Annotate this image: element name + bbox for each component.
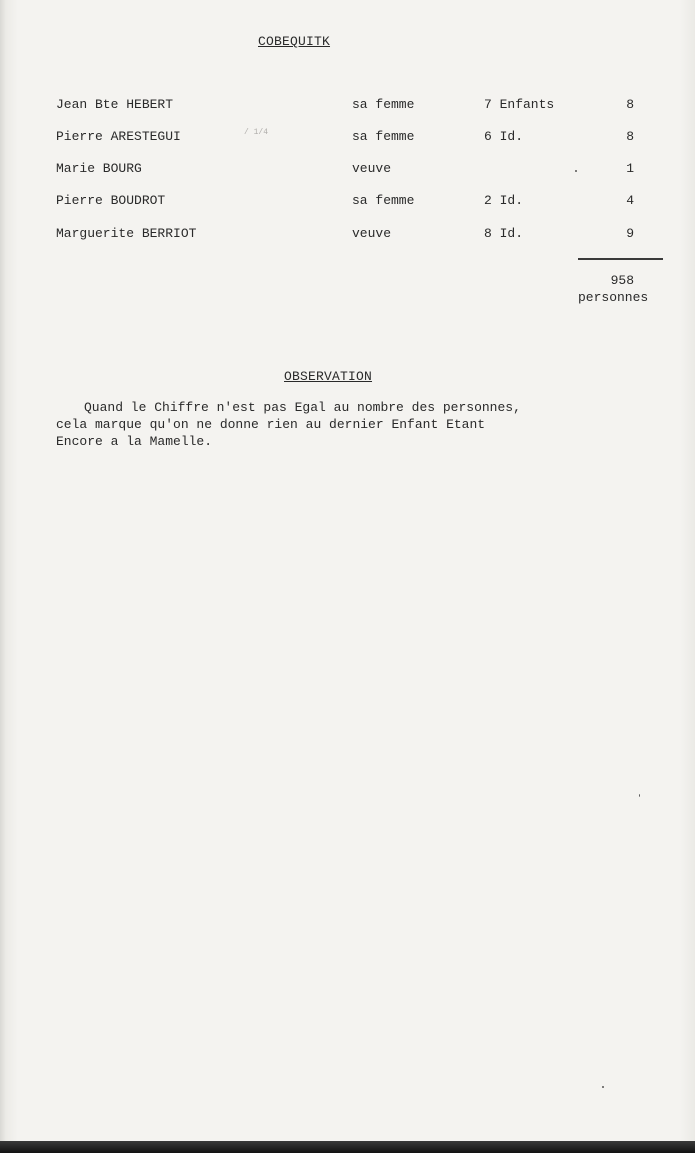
observation-line: cela marque qu'on ne donne rien au dernier Enfant Etant bbox=[56, 417, 486, 432]
grand-total: 958 bbox=[610, 273, 634, 288]
household-total: 8 bbox=[626, 129, 634, 144]
paper-speck bbox=[602, 1086, 604, 1088]
grand-total-unit: personnes bbox=[578, 290, 649, 305]
household-children: 7 Enfants bbox=[484, 97, 555, 112]
household-name: Marguerite BERRIOT bbox=[56, 226, 197, 241]
household-children: 6 Id. bbox=[484, 129, 524, 144]
observation-line: Quand le Chiffre n'est pas Egal au nombre des personnes, bbox=[84, 400, 521, 415]
household-row bbox=[0, 161, 695, 181]
household-total: 1 bbox=[626, 161, 634, 176]
household-spouse: sa femme bbox=[352, 97, 415, 112]
household-spouse: veuve bbox=[352, 161, 392, 176]
observation-heading: OBSERVATION bbox=[284, 369, 373, 384]
household-spouse: veuve bbox=[352, 226, 392, 241]
observation-line: Encore a la Mamelle. bbox=[56, 434, 213, 449]
household-children: 8 Id. bbox=[484, 226, 524, 241]
household-children: 2 Id. bbox=[484, 193, 524, 208]
household-row bbox=[0, 129, 695, 149]
household-spouse: sa femme bbox=[352, 129, 415, 144]
household-total: 9 bbox=[626, 226, 634, 241]
section-title: COBEQUITK bbox=[258, 34, 331, 49]
household-row bbox=[0, 193, 695, 213]
faint-pencil-mark: / 1/4 bbox=[244, 128, 269, 137]
household-total: 4 bbox=[626, 193, 634, 208]
household-name: Jean Bte HEBERT bbox=[56, 97, 174, 112]
paper-speck bbox=[639, 794, 640, 797]
household-total: 8 bbox=[626, 97, 634, 112]
household-name: Pierre ARESTEGUI bbox=[56, 129, 181, 144]
household-row bbox=[0, 97, 695, 117]
total-rule bbox=[578, 258, 663, 260]
household-name: Pierre BOUDROT bbox=[56, 193, 166, 208]
scan-bottom-edge bbox=[0, 1141, 695, 1153]
household-spouse: sa femme bbox=[352, 193, 415, 208]
household-name: Marie BOURG bbox=[56, 161, 142, 176]
household-row bbox=[0, 226, 695, 246]
paper-speck bbox=[575, 170, 577, 172]
